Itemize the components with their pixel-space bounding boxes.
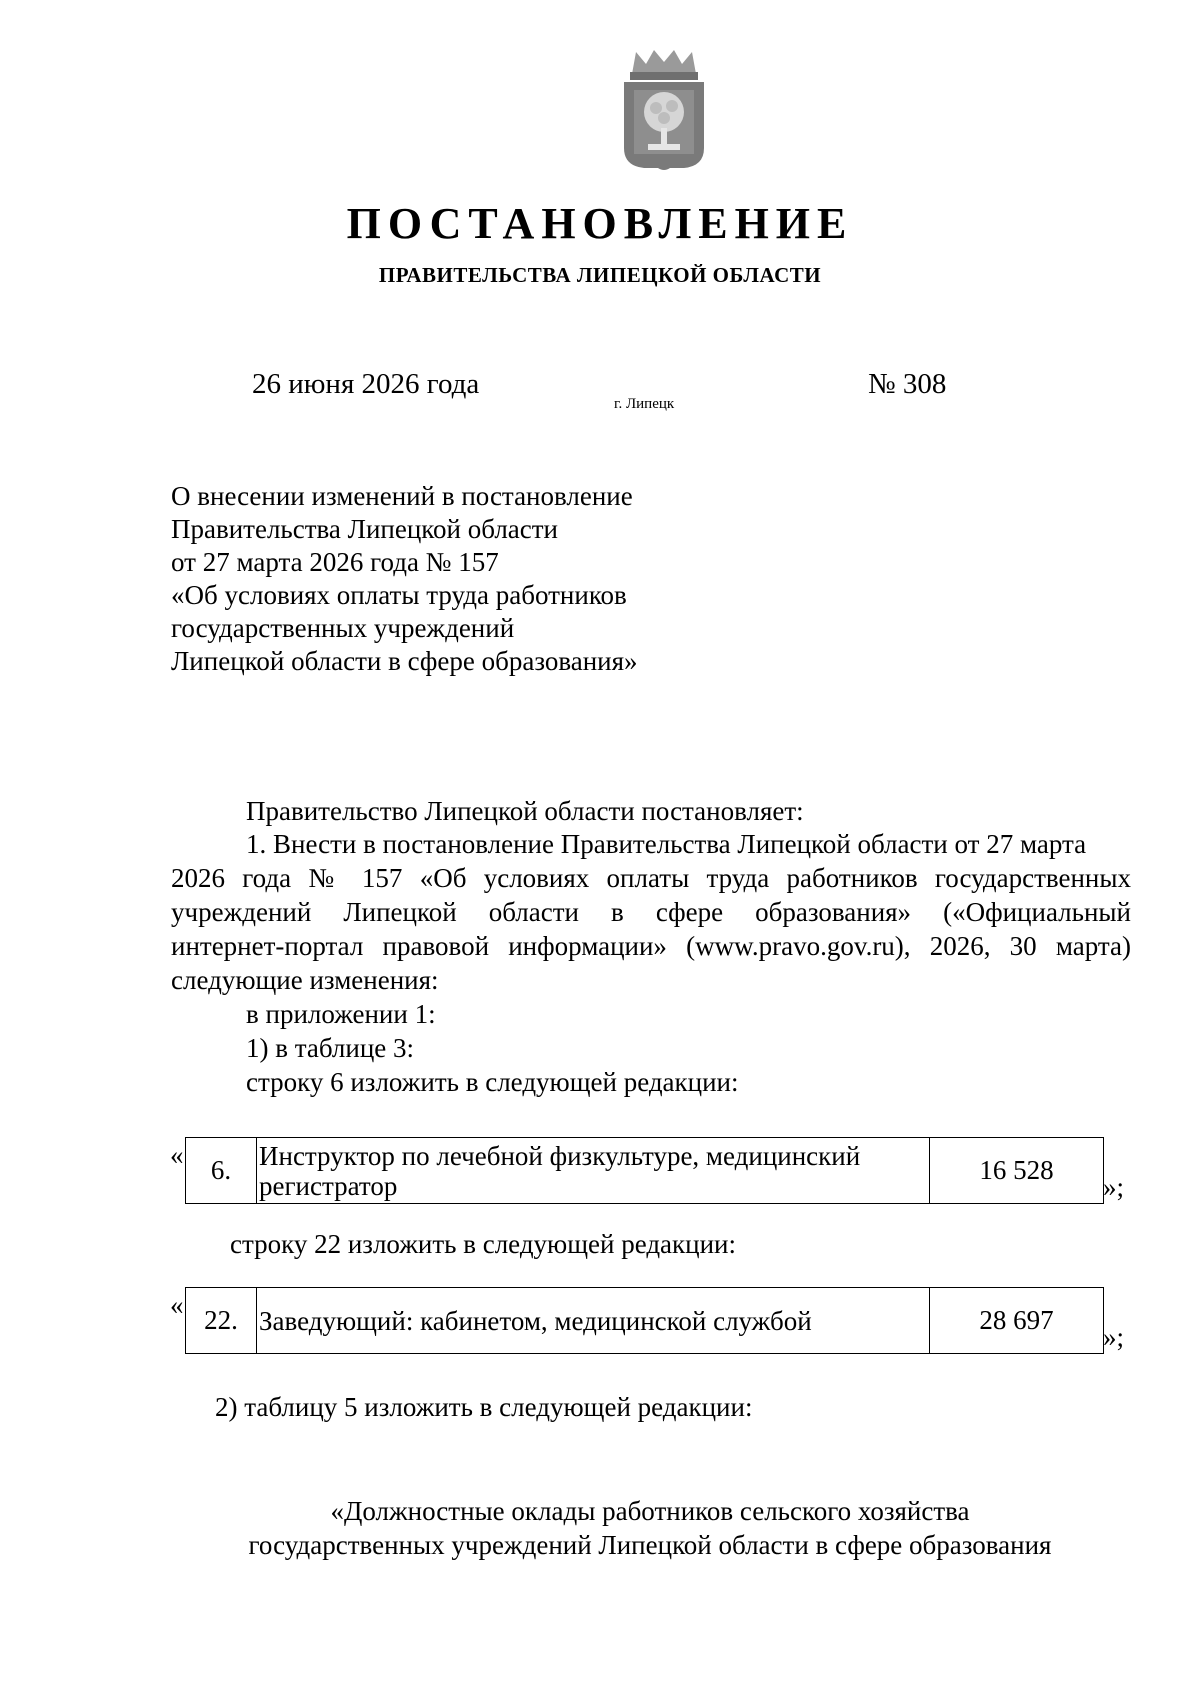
subject-line: Правительства Липецкой области bbox=[171, 514, 559, 544]
table5-intro: 2) таблицу 5 изложить в следующей редакции: bbox=[215, 1392, 753, 1422]
row-number: 22. bbox=[186, 1288, 257, 1354]
document-subtitle: ПРАВИТЕЛЬСТВА ЛИПЕЦКОЙ ОБЛАСТИ bbox=[378, 263, 822, 287]
table-row bbox=[186, 1138, 1104, 1204]
document-subject bbox=[171, 480, 638, 678]
position-name: Заведующий: кабинетом, медицинской службой bbox=[257, 1288, 930, 1354]
subject-line: О внесении изменений в постановление bbox=[171, 481, 633, 511]
coat-of-arms-icon bbox=[618, 48, 710, 178]
close-quote: »; bbox=[1103, 1172, 1125, 1202]
paragraph-1-line: 1. Внести в постановление Правительства Липецкой области от 27 марта bbox=[246, 829, 1087, 859]
row6-intro: строку 6 изложить в следующей редакции: bbox=[246, 1067, 739, 1097]
close-quote: »; bbox=[1103, 1322, 1125, 1352]
intro-paragraph: Правительство Липецкой области постановляет: bbox=[246, 796, 804, 826]
paragraph-1-line: 2026 года № 157 «Об условиях оплаты труда работников государственных bbox=[171, 863, 1131, 893]
table5-heading-line-1: «Должностные оклады работников сельского хозяйства bbox=[330, 1496, 970, 1526]
paragraph-1-line: следующие изменения: bbox=[171, 965, 439, 995]
subject-line: «Об условиях оплаты труда работников bbox=[171, 580, 627, 610]
subject-line: государственных учреждений bbox=[171, 613, 515, 643]
salary-value: 28 697 bbox=[930, 1288, 1104, 1354]
open-quote: « bbox=[170, 1140, 184, 1170]
paragraph-1-line: интернет-портал правовой информации» (www.pravo.gov.ru), 2026, 30 марта) bbox=[171, 931, 1131, 961]
salary-value: 16 528 bbox=[930, 1138, 1104, 1204]
table-row bbox=[186, 1288, 1104, 1354]
table3-line: 1) в таблице 3: bbox=[246, 1033, 415, 1063]
open-quote: « bbox=[170, 1290, 184, 1320]
document-city: г. Липецк bbox=[614, 396, 675, 412]
row-number: 6. bbox=[186, 1138, 257, 1204]
row6-table bbox=[185, 1137, 1104, 1204]
table5-heading-line-2: государственных учреждений Липецкой области в сфере образования bbox=[248, 1530, 1052, 1560]
subject-line: Липецкой области в сфере образования» bbox=[171, 646, 638, 676]
document-date: 26 июня 2026 года bbox=[252, 368, 480, 400]
appendix-line: в приложении 1: bbox=[246, 999, 436, 1029]
subject-line: от 27 марта 2026 года № 157 bbox=[171, 547, 499, 577]
paragraph-1-line: учреждений Липецкой области в сфере образования» («Официальный bbox=[171, 897, 1131, 927]
document-number: № 308 bbox=[868, 368, 947, 400]
document-title: ПОСТАНОВЛЕНИЕ bbox=[346, 199, 854, 248]
row22-table bbox=[185, 1287, 1104, 1354]
position-name: Инструктор по лечебной физкультуре, медицинский регистратор bbox=[257, 1138, 930, 1204]
row22-intro: строку 22 изложить в следующей редакции: bbox=[230, 1229, 737, 1259]
